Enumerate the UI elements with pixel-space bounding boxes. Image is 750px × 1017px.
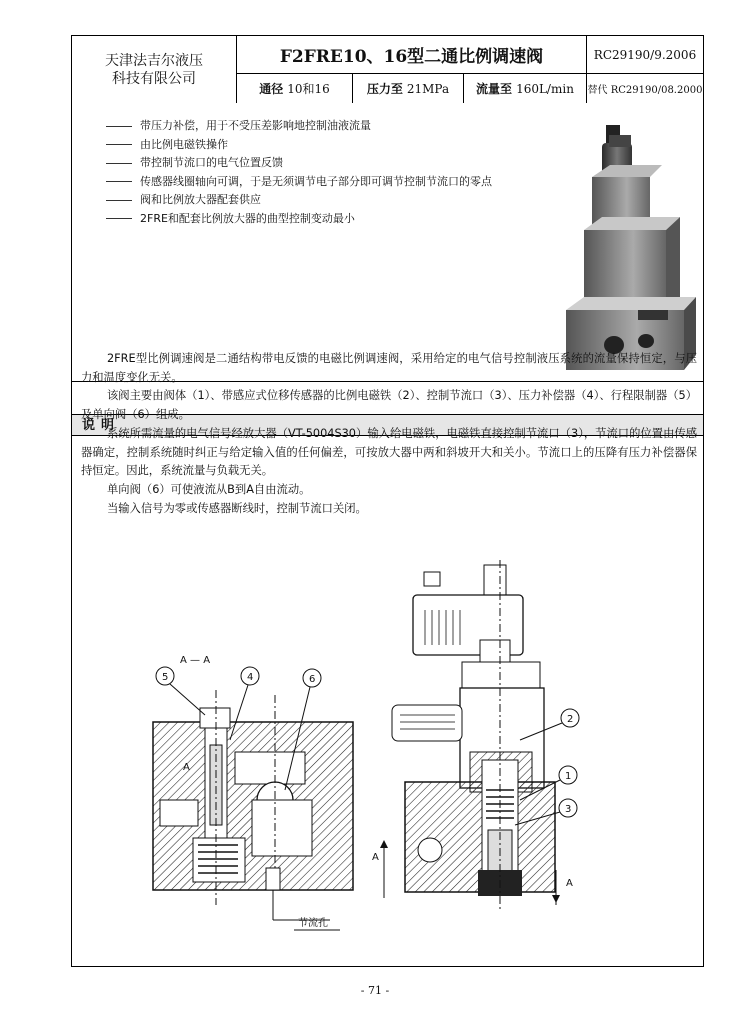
description-paragraph: 2FRE型比例调速阀是二通结构带电反馈的电磁比例调速阀，采用给定的电气信号控制液压系统的流量保持恒定，与压力和温度变化无关。 — [81, 352, 697, 384]
callout-2: 2 — [567, 714, 574, 725]
feature-item: 带控制节流口的电气位置反馈 — [106, 154, 492, 173]
feature-item: 带压力补偿，用于不受压差影响地控制油液流量 — [106, 117, 492, 136]
replaces-code: 替代 RC29190/08.2000 — [587, 85, 703, 96]
spec-flow-value: 160L/min — [516, 81, 574, 96]
feature-item: 由比例电磁铁操作 — [106, 136, 492, 155]
callout-5: 5 — [162, 672, 169, 683]
section-heading: 说明 — [72, 414, 703, 436]
feature-item: 2FRE和配套比例放大器的曲型控制变动最小 — [106, 210, 492, 229]
spec-pressure-label: 压力至 — [366, 82, 403, 96]
callout-3: 3 — [565, 804, 572, 815]
callout-1: 1 — [565, 771, 572, 782]
feature-item: 阀和比例放大器配套供应 — [106, 191, 492, 210]
description-paragraph: 该阀主要由阀体（1）、带感应式位移传感器的比例电磁铁（2）、控制节流口（3）、压力补偿器（4）、行程限制器（5）及单向阀（6）组成。 — [81, 389, 697, 422]
feature-item: 传感器线圈轴向可调，于是无须调节电子部分即可调节控制节流口的零点 — [106, 173, 492, 192]
callout-6: 6 — [309, 674, 316, 685]
company-line-2: 科技有限公司 — [112, 70, 196, 87]
page-number: - 71 - — [360, 984, 390, 997]
document-title: F2FRE10、16型二通比例调速阀 — [237, 36, 587, 74]
valve-side-view — [372, 560, 579, 910]
document-code: RC29190/9.2006 — [587, 36, 703, 74]
description-paragraph: 当输入信号为零或传感器断线时，控制节流口关闭。 — [107, 501, 367, 515]
port-a-label-left: A — [372, 852, 379, 863]
spec-size-value: 10和16 — [287, 82, 330, 96]
port-a-label-right: A — [566, 878, 573, 889]
port-a-label: A — [183, 762, 190, 773]
spec-flow-label: 流量至 — [476, 82, 513, 96]
section-a-a-view — [153, 655, 353, 930]
orifice-label: 节流孔 — [298, 918, 328, 929]
description-paragraph: 单向阀（6）可使液流从B到A自由流动。 — [107, 482, 311, 496]
description-paragraph: 系统所需流量的电气信号经放大器（VT-5004S30）输入给电磁铁，电磁铁直接控制节流口（3），节流口的位置由传感器确定，控制系统随时纠正与给定输入值的任何偏差，可按放大器中两和斜坡开大和关小。节流口上的压降有压力补偿器保持恒定。因此，系统流量与负载无关。 — [81, 426, 697, 478]
section-label: A — A — [180, 655, 211, 666]
spec-pressure-value: 21MPa — [406, 81, 450, 96]
callout-4: 4 — [247, 672, 254, 683]
spec-size-label: 通径 — [259, 82, 284, 96]
company-line-1: 天津法吉尔液压 — [105, 52, 203, 69]
